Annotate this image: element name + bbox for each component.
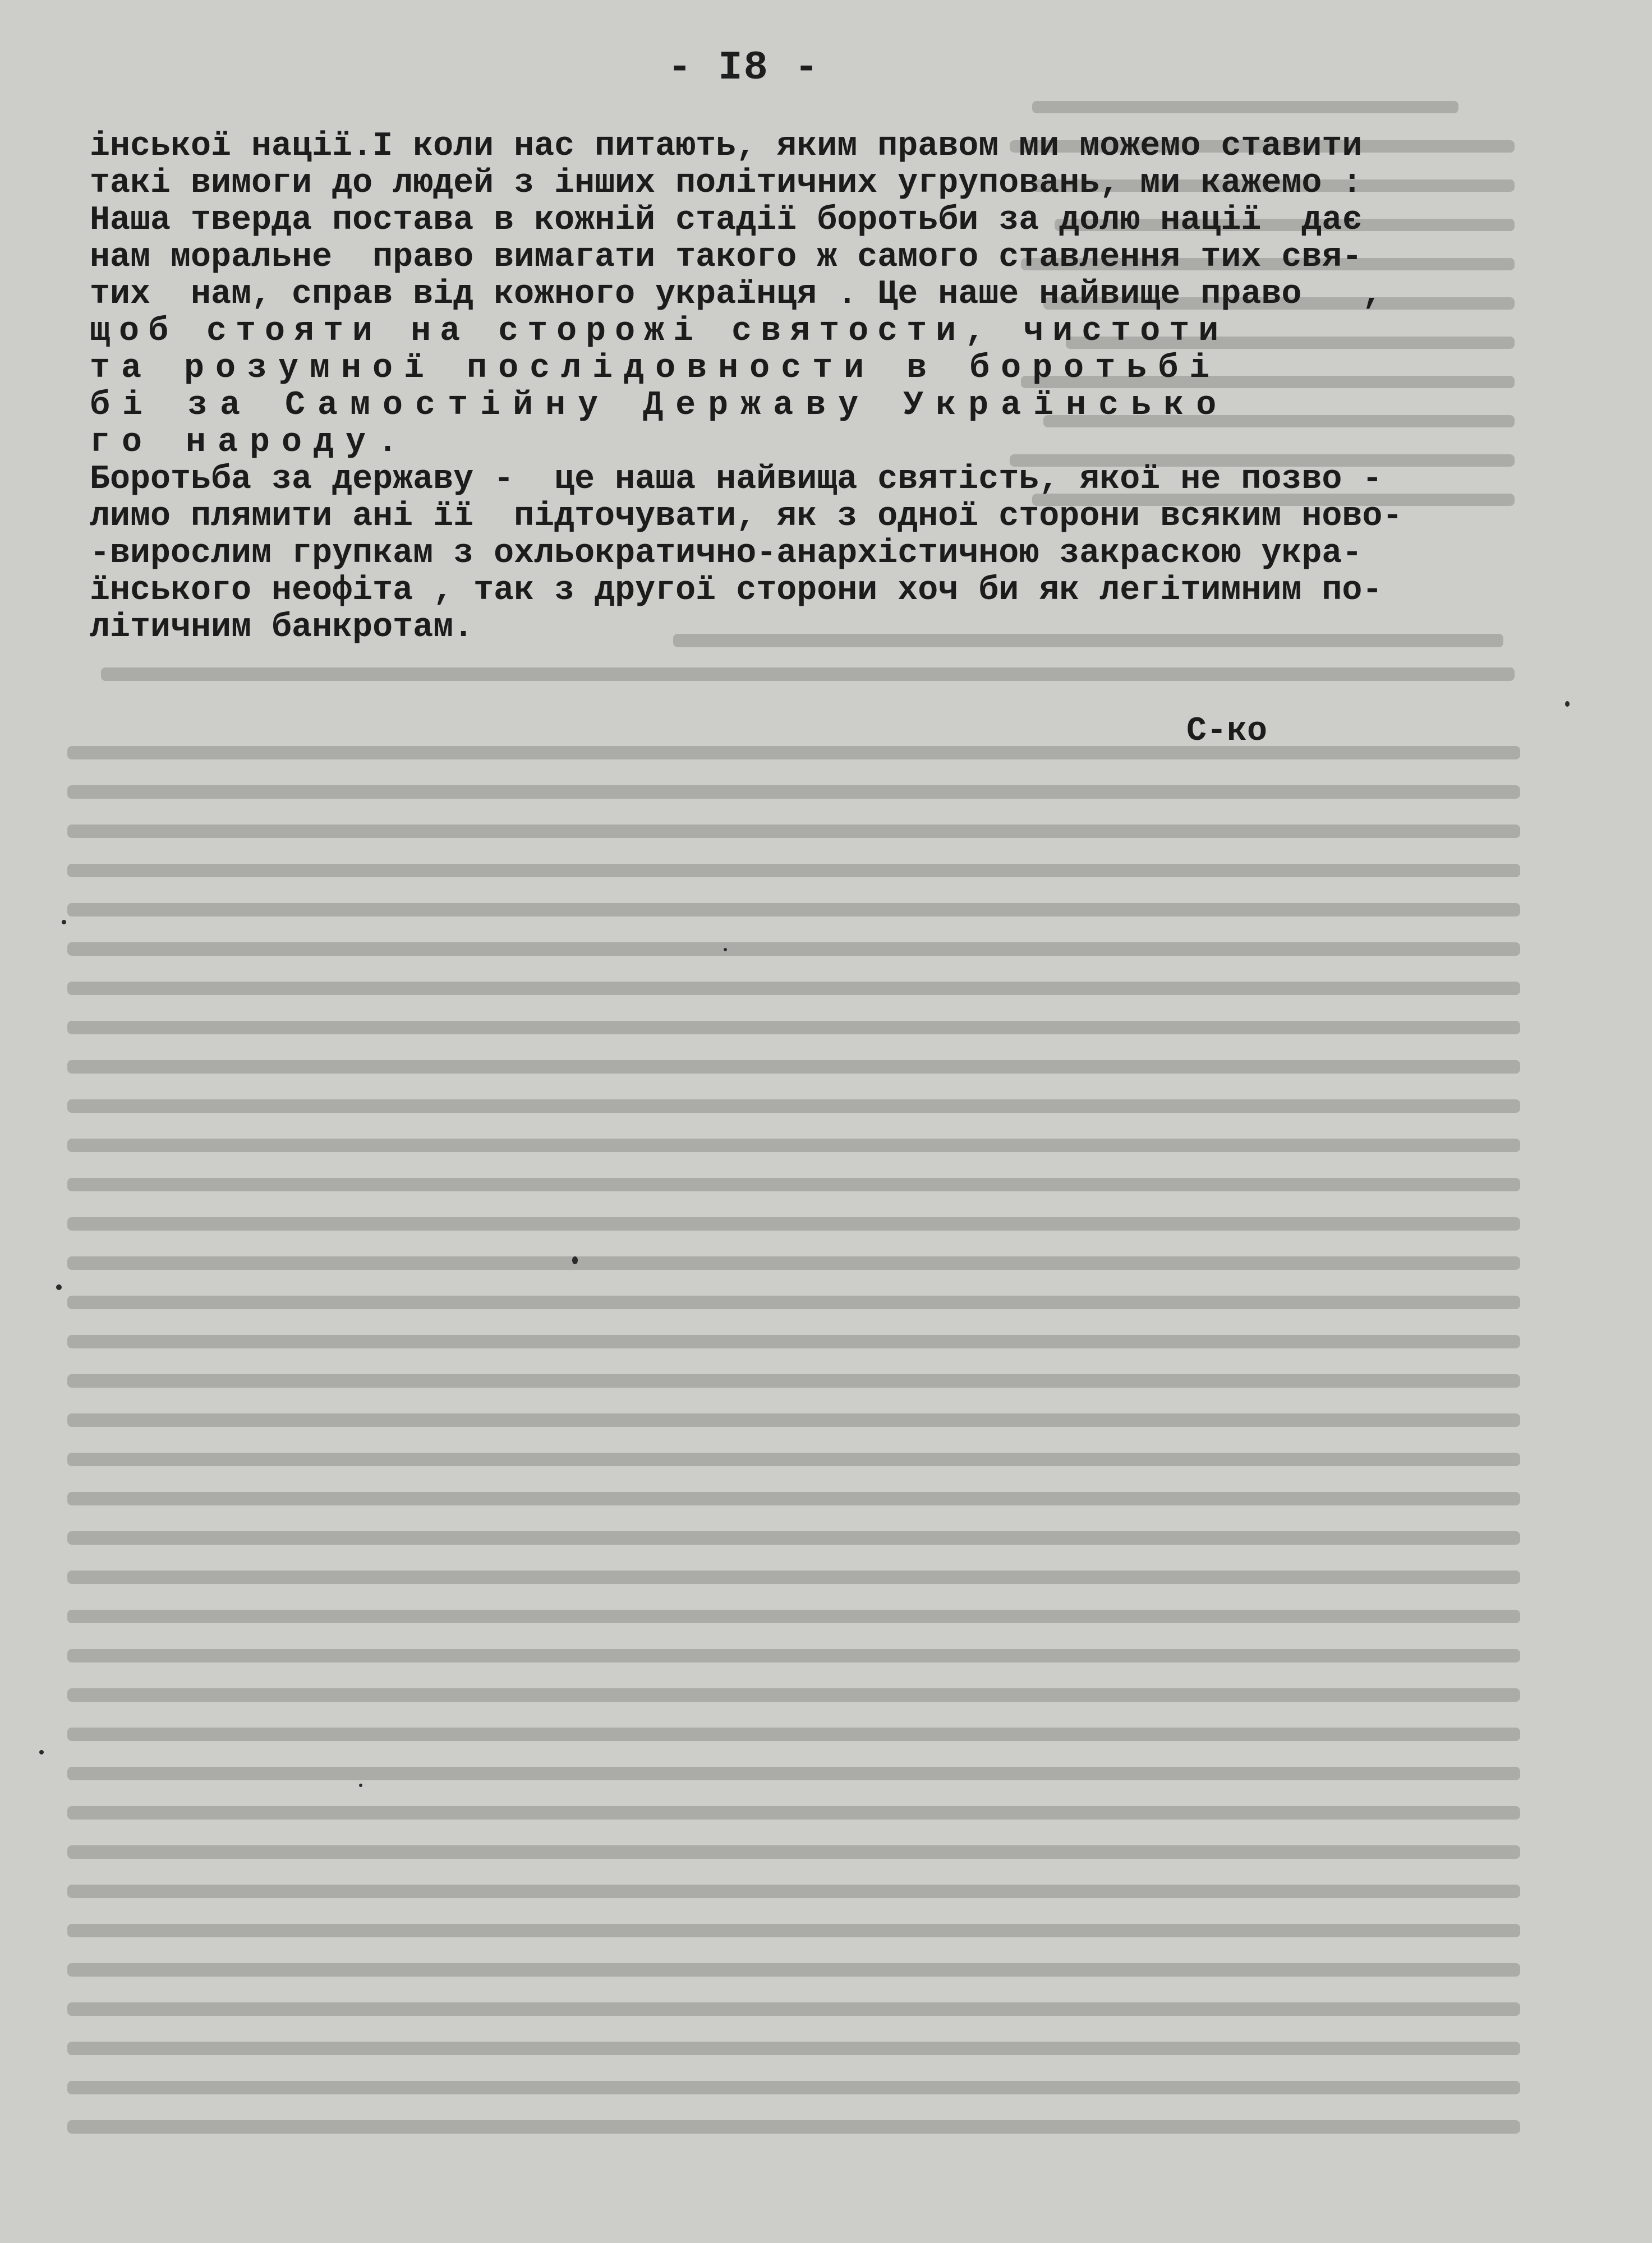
text-line: тих нам, справ від кожного українця . Це наше найвище право , [90,275,1383,314]
page-number: - I8 - [668,45,820,91]
ink-speck [724,948,727,951]
ink-speck [1565,701,1570,707]
ink-speck [572,1256,578,1264]
ink-speck [56,1284,62,1290]
text-line: Боротьба за державу - це наша найвища святість, якої не позво - [90,460,1383,499]
body-text [90,128,1526,646]
text-line: лимо плямити ані її підточувати, як з одної сторони всяким ново- [90,498,1403,536]
text-line: щоб стояти на сторожі святости, чистоти [90,312,1228,351]
text-line: такі вимоги до людей з інших політичних угруповань, ми кажемо : [90,164,1363,202]
text-line: їнського неофіта , так з другої сторони хоч би як легітимним по- [90,572,1383,610]
text-line: та розумної послідовности в боротьбі [90,349,1221,388]
ink-speck [39,1750,44,1754]
text-line: бі за Самостійну Державу Українсько [90,386,1229,425]
text-line: літичним банкротам. [90,609,474,647]
text-line: інської нації.І коли нас питають, яким правом ми можемо ставити [90,127,1363,165]
signature: С-ко [1186,712,1268,750]
text-line: го народу. [90,423,410,462]
ink-speck [62,920,66,924]
text-line: нам моральне право вимагати такого ж самого ставлення тих свя- [90,238,1363,277]
ink-speck [359,1784,362,1787]
text-line: -вирослим групкам з охльократично-анархістичною закраскою укра- [90,535,1363,573]
text-line: Наша тверда постава в кожній стадії боротьби за долю нації дає [90,201,1363,240]
